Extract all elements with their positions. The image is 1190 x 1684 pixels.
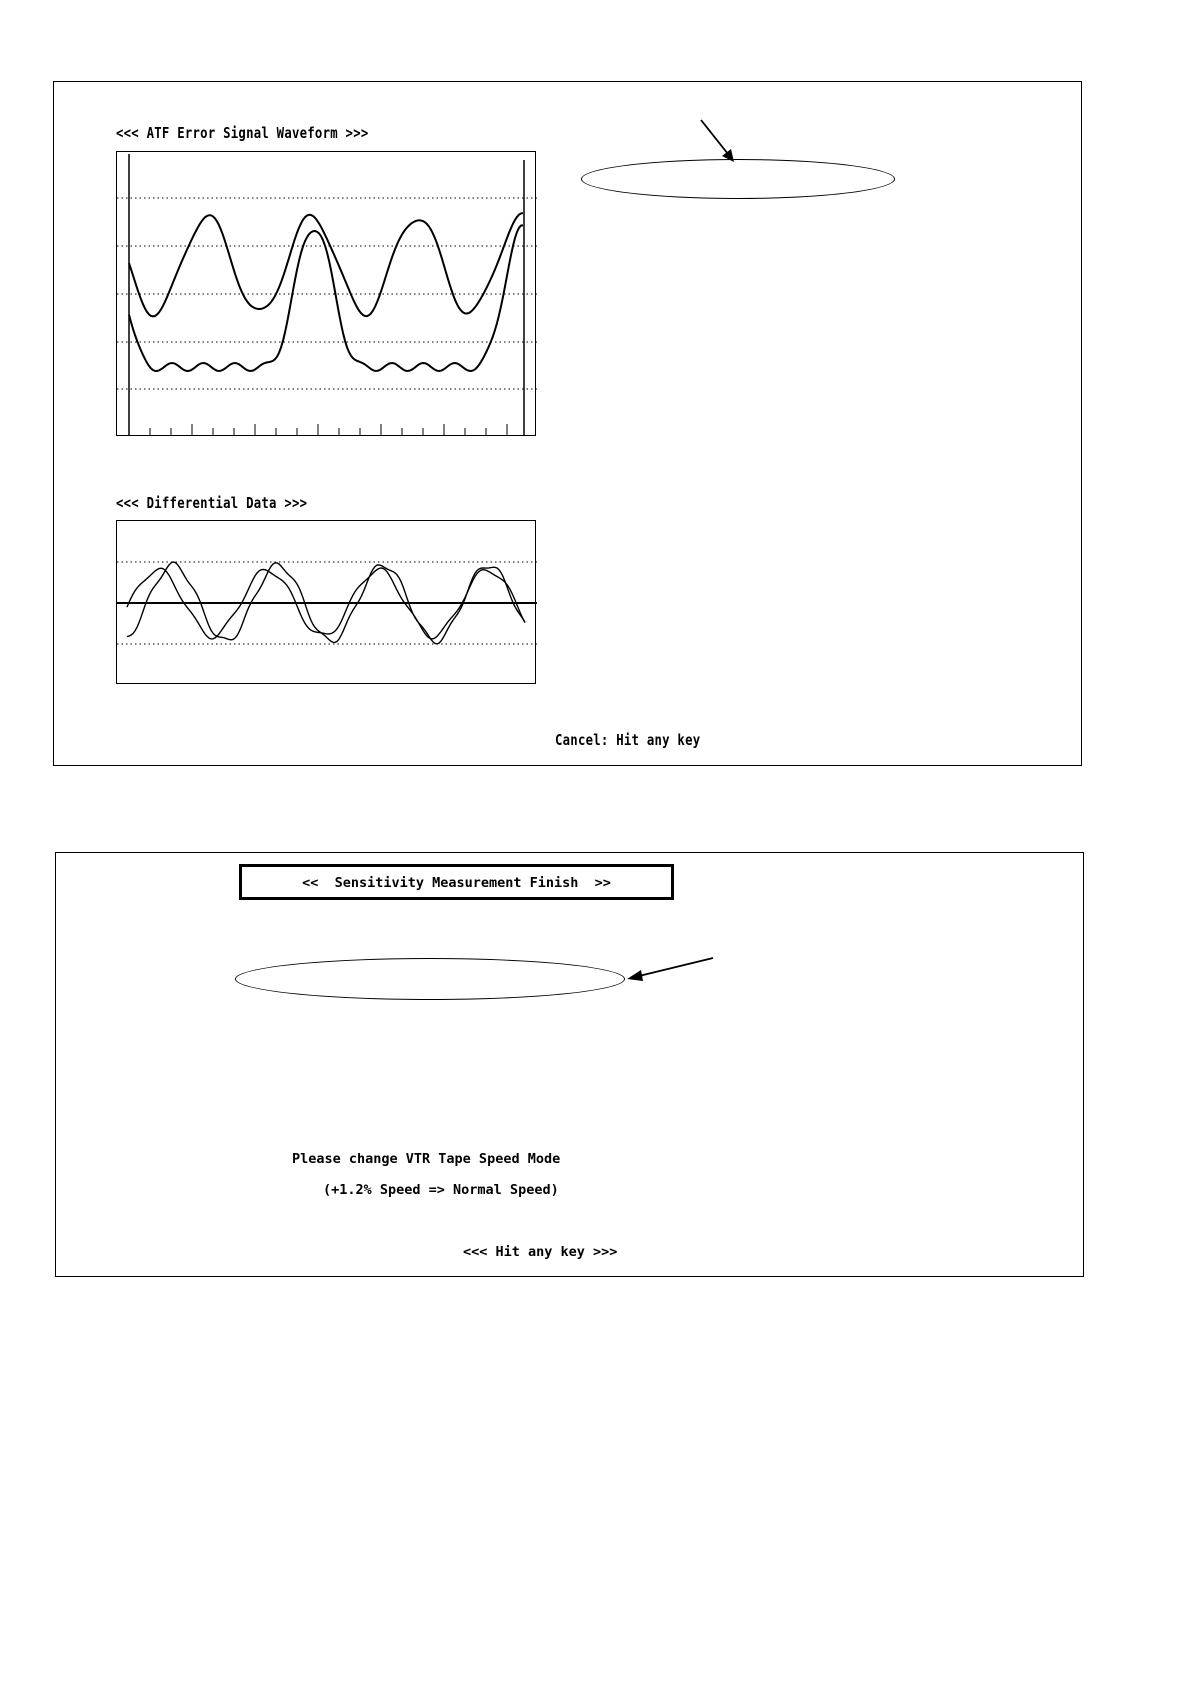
speed-change-message: Please change VTR Tape Speed Mode (292, 1151, 561, 1167)
atf-error-waveform-plot (117, 152, 537, 437)
sensitivity-finish-screen (55, 852, 1084, 1277)
sensitivity-title: << Sensitivity Measurement Finish >> (302, 875, 611, 891)
waveform-title: <<< ATF Error Signal Waveform >>> (116, 124, 369, 142)
sensitivity-title-box (239, 864, 674, 900)
hit-any-key-prompt: <<< Hit any key >>> (463, 1244, 618, 1260)
atf-waveform-screen (53, 81, 1082, 766)
differential-title: <<< Differential Data >>> (116, 494, 308, 512)
cancel-hint: Cancel: Hit any key (555, 731, 701, 749)
atf-error-trace-a (129, 213, 523, 316)
speed-change-detail: (+1.2% Speed => Normal Speed) (323, 1182, 559, 1198)
differential-data-plot (117, 521, 537, 685)
annotation-callout-ellipse-2 (235, 958, 625, 1000)
differential-data-display (116, 520, 536, 684)
annotation-arrow-1 (694, 118, 754, 178)
annotation-arrow-2 (621, 953, 721, 993)
atf-error-waveform-display (116, 151, 536, 436)
